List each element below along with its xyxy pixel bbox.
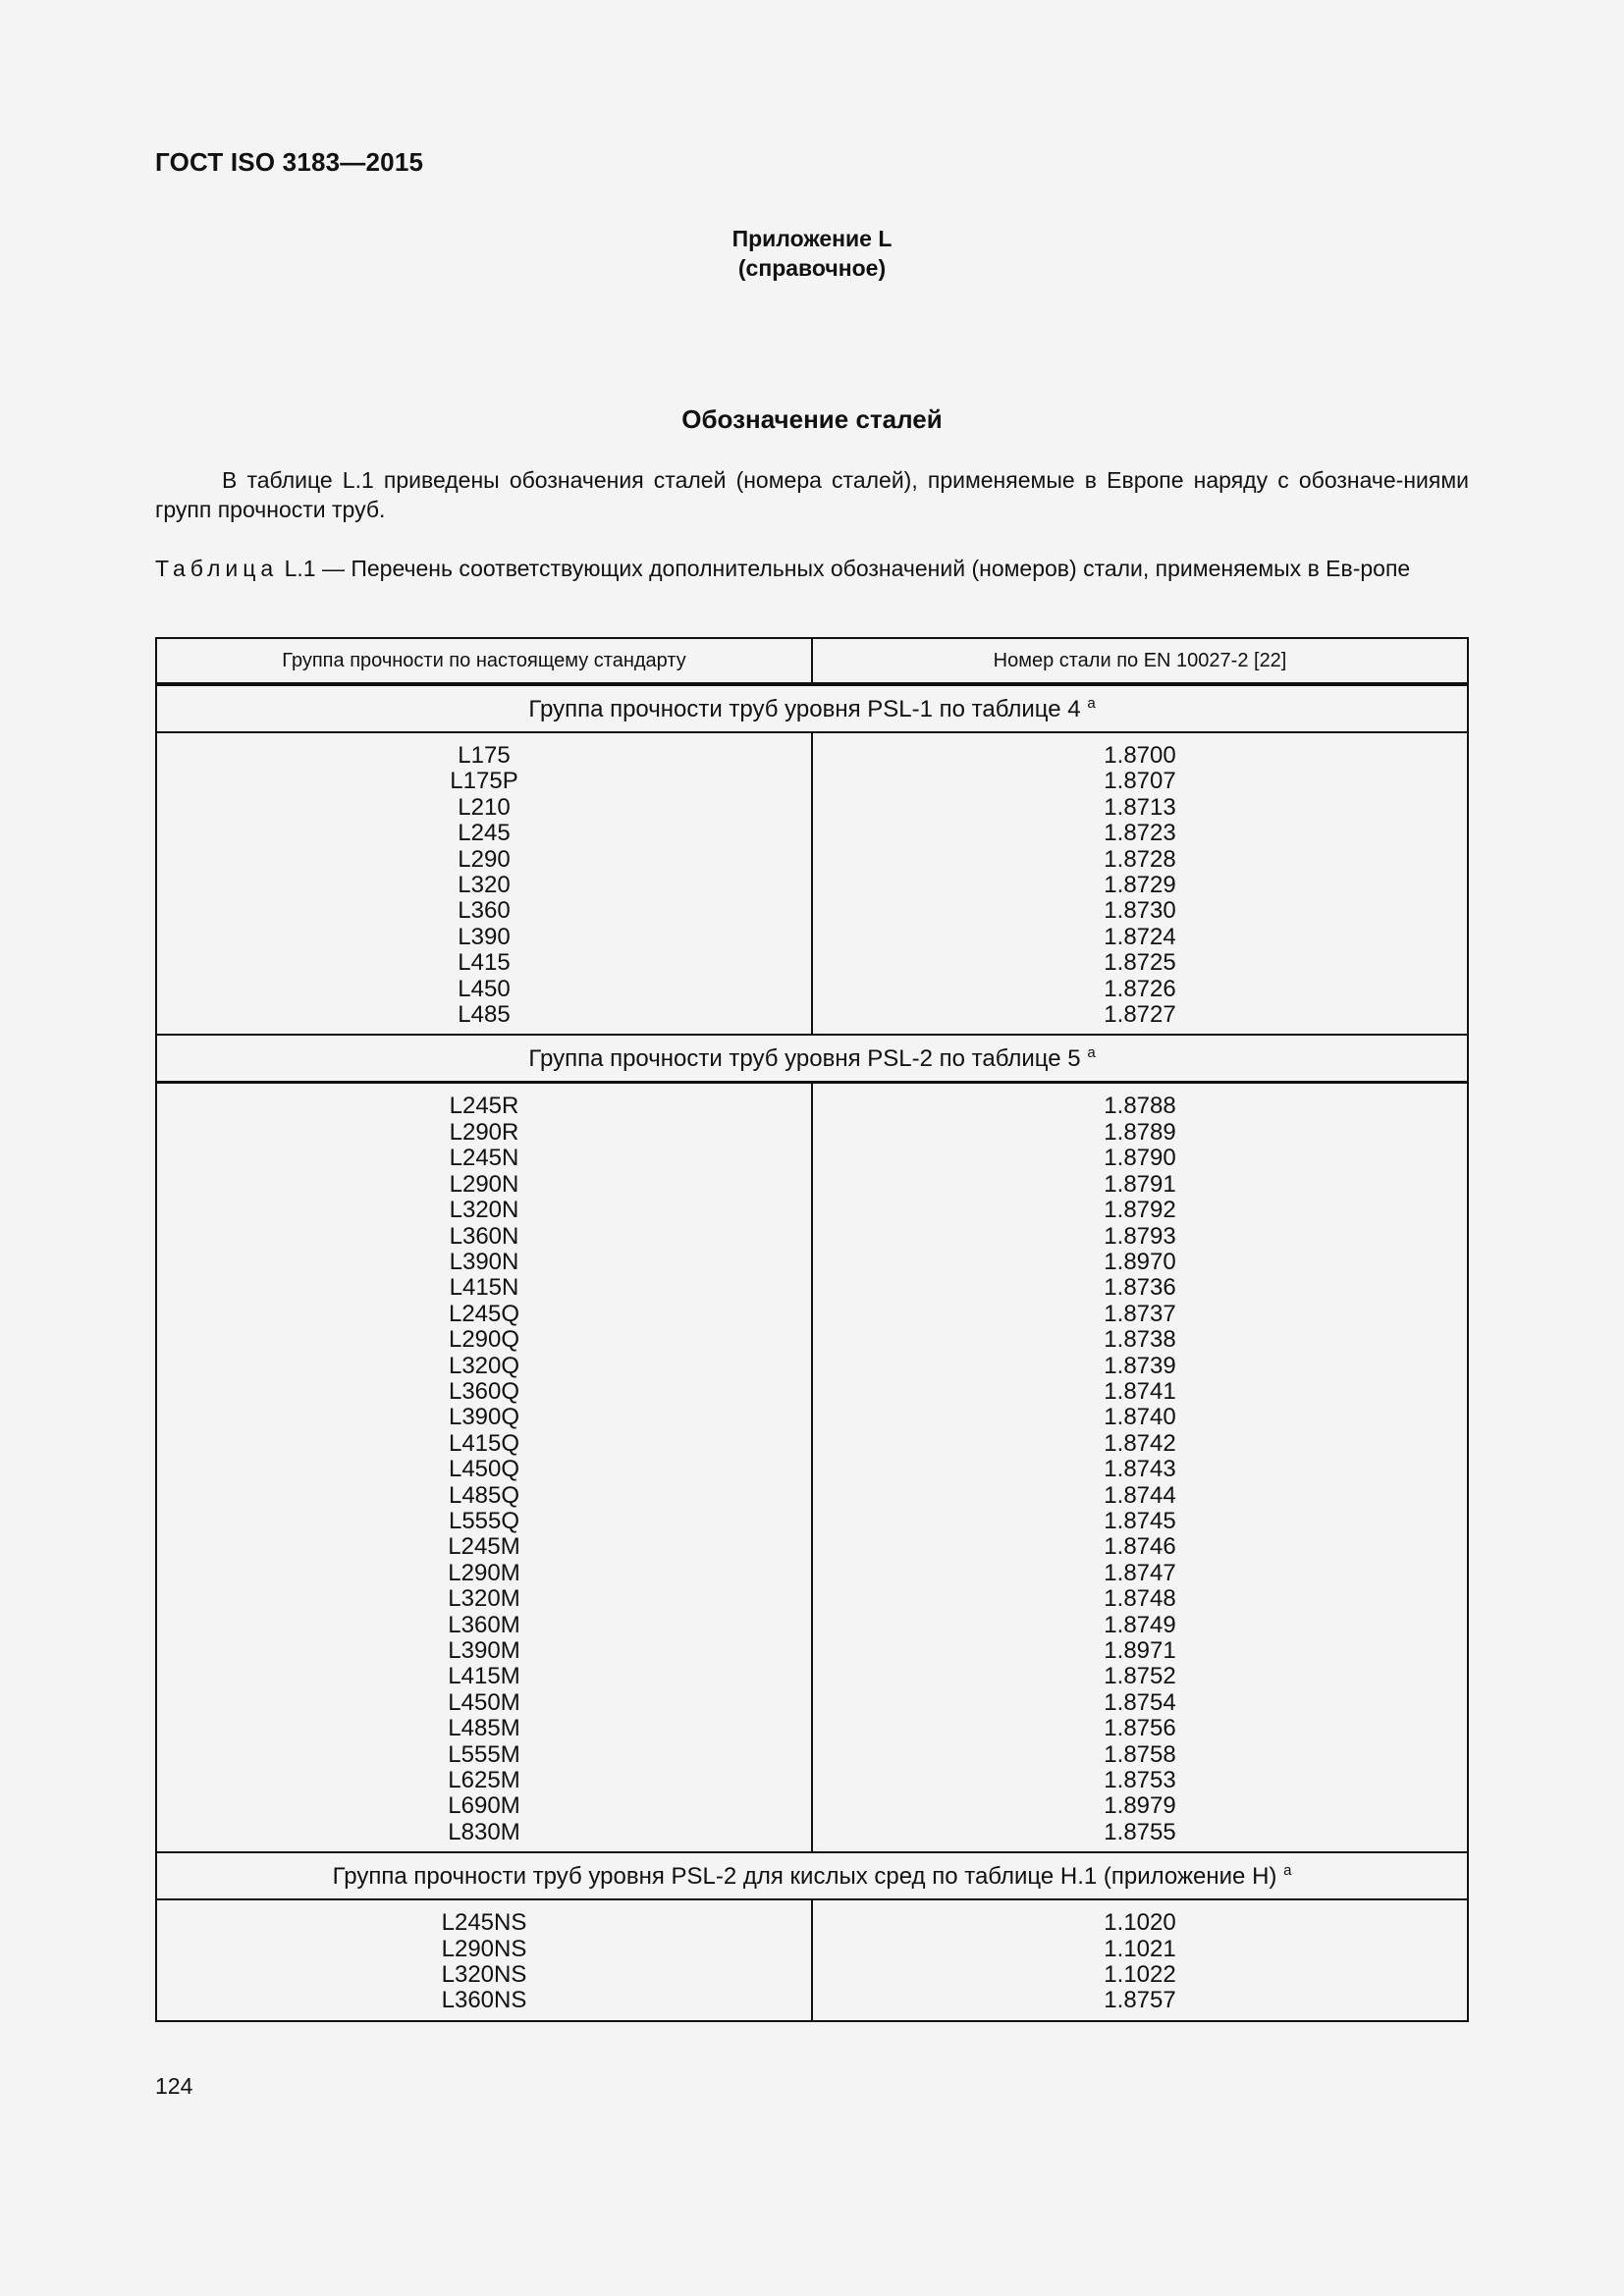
list-item: 1.8738 xyxy=(1104,1326,1176,1354)
group-title: Группа прочности труб уровня PSL-2 для кислых сред по таблице H.1 (приложение H) $^a$ xyxy=(156,1852,1468,1899)
group-title: Группа прочности труб уровня PSL-1 по таблице 4 $^a$ xyxy=(156,684,1468,732)
list-item: 1.8741 xyxy=(1104,1377,1176,1405)
list-item: 1.8979 xyxy=(1104,1792,1176,1820)
footnote-mark: a xyxy=(1283,1861,1292,1879)
list-item: 1.8970 xyxy=(1104,1248,1176,1275)
list-item: L450Q xyxy=(448,1456,520,1483)
list-item: 1.8793 xyxy=(1104,1222,1176,1250)
steel-designation-table xyxy=(155,637,1469,2022)
table-row xyxy=(156,732,1468,1035)
list-item: 1.8746 xyxy=(1104,1533,1176,1561)
list-item: 1.8724 xyxy=(1104,923,1176,950)
list-item: 1.8737 xyxy=(1104,1300,1176,1327)
list-item: L390M xyxy=(448,1637,520,1664)
section-title: Обозначение сталей xyxy=(681,404,943,434)
list-item: L320NS xyxy=(441,1961,527,1989)
list-item: L450 xyxy=(458,975,511,1002)
list-item: 1.8749 xyxy=(1104,1611,1176,1638)
list-item: 1.8728 xyxy=(1104,845,1176,873)
list-item: L360N xyxy=(449,1222,519,1250)
list-item: 1.8790 xyxy=(1104,1145,1176,1172)
list-item: 1.8730 xyxy=(1104,897,1176,925)
list-item: 1.8740 xyxy=(1104,1404,1176,1431)
list-item: 1.8792 xyxy=(1104,1197,1176,1224)
list-item: L485Q xyxy=(448,1481,520,1509)
list-item: L245Q xyxy=(448,1300,520,1327)
list-item: 1.8753 xyxy=(1104,1767,1176,1794)
list-item: 1.8744 xyxy=(1104,1481,1176,1509)
list-item: 1.1022 xyxy=(1104,1961,1176,1989)
list-item: 1.8723 xyxy=(1104,820,1176,847)
list-item: L320 xyxy=(458,872,511,899)
table-caption-text: L.1 — Перечень соответствующих дополнительных обозначений (номеров) стали, применяемых в Ев-ропе xyxy=(284,556,1411,581)
list-item: 1.8789 xyxy=(1104,1118,1176,1146)
list-item: L450M xyxy=(448,1688,520,1716)
list-item: L245 xyxy=(458,820,511,847)
list-item: L320M xyxy=(448,1585,520,1613)
list-item: L175P xyxy=(450,768,518,795)
list-item: 1.8713 xyxy=(1104,793,1176,821)
list-item: 1.8726 xyxy=(1104,975,1176,1002)
list-item: L245NS xyxy=(441,1909,527,1937)
table-caption xyxy=(155,554,1469,583)
group-title: Группа прочности труб уровня PSL-2 по таблице 5 $^a$ xyxy=(156,1035,1468,1083)
steel-number-list xyxy=(812,1083,1468,1852)
list-item: L415N xyxy=(449,1274,519,1302)
list-item: 1.8729 xyxy=(1104,872,1176,899)
list-item: 1.8752 xyxy=(1104,1663,1176,1690)
list-item: 1.8725 xyxy=(1104,949,1176,977)
footnote-mark: a xyxy=(1087,694,1096,712)
col-header-strength-group: Группа прочности по настоящему стандарту xyxy=(156,638,812,684)
list-item: L415 xyxy=(458,949,511,977)
list-item: 1.8739 xyxy=(1104,1352,1176,1379)
list-item: 1.8748 xyxy=(1104,1585,1176,1613)
list-item: L690M xyxy=(448,1792,520,1820)
list-item: 1.8756 xyxy=(1104,1715,1176,1742)
group-row-psl1 xyxy=(156,684,1468,732)
list-item: 1.8971 xyxy=(1104,1637,1176,1664)
list-item: 1.8747 xyxy=(1104,1559,1176,1586)
list-item: L485M xyxy=(448,1715,520,1742)
list-item: L555M xyxy=(448,1740,520,1768)
list-item: L290N xyxy=(449,1170,519,1198)
steel-number-list xyxy=(812,1899,1468,2021)
list-item: 1.8755 xyxy=(1104,1818,1176,1845)
list-item: L415Q xyxy=(448,1429,520,1457)
document-code: ГОСТ ISO 3183—2015 xyxy=(155,147,424,177)
table-header-row xyxy=(156,638,1468,684)
list-item: 1.1020 xyxy=(1104,1909,1176,1937)
list-item: L390N xyxy=(449,1248,519,1275)
list-item: L625M xyxy=(448,1767,520,1794)
list-item: L290R xyxy=(449,1118,519,1146)
list-item: L360NS xyxy=(441,1987,527,2014)
list-item: L390 xyxy=(458,923,511,950)
list-item: 1.8757 xyxy=(1104,1987,1176,2014)
footnote-mark: a xyxy=(1087,1043,1096,1061)
table-row xyxy=(156,1083,1468,1852)
list-item: 1.8788 xyxy=(1104,1093,1176,1120)
list-item: 1.1021 xyxy=(1104,1935,1176,1962)
list-item: L320Q xyxy=(448,1352,520,1379)
list-item: L485 xyxy=(458,1001,511,1029)
list-item: L290 xyxy=(458,845,511,873)
grade-list xyxy=(156,1083,812,1852)
list-item: L415M xyxy=(448,1663,520,1690)
group-row-psl2-sour xyxy=(156,1852,1468,1899)
table-row xyxy=(156,1899,1468,2021)
grade-list xyxy=(156,732,812,1035)
list-item: 1.8754 xyxy=(1104,1688,1176,1716)
list-item: L830M xyxy=(448,1818,520,1845)
list-item: L290NS xyxy=(441,1935,527,1962)
group-row-psl2 xyxy=(156,1035,1468,1083)
list-item: L360 xyxy=(458,897,511,925)
list-item: 1.8791 xyxy=(1104,1170,1176,1198)
table-caption-label: Таблица xyxy=(155,556,279,581)
list-item: L320N xyxy=(449,1197,519,1224)
list-item: 1.8727 xyxy=(1104,1001,1176,1029)
list-item: L290Q xyxy=(448,1326,520,1354)
page-number: 124 xyxy=(155,2073,193,2099)
list-item: 1.8758 xyxy=(1104,1740,1176,1768)
grade-list xyxy=(156,1899,812,2021)
list-item: 1.8700 xyxy=(1104,742,1176,769)
list-item: 1.8742 xyxy=(1104,1429,1176,1457)
list-item: 1.8707 xyxy=(1104,768,1176,795)
col-header-steel-number: Номер стали по EN 10027-2 [22] xyxy=(812,638,1468,684)
appendix-title: Приложение L xyxy=(731,226,893,251)
intro-paragraph xyxy=(155,465,1469,524)
appendix-type: (справочное) xyxy=(737,255,887,281)
steel-number-list xyxy=(812,732,1468,1035)
list-item: 1.8743 xyxy=(1104,1456,1176,1483)
list-item: 1.8736 xyxy=(1104,1274,1176,1302)
list-item: L245M xyxy=(448,1533,520,1561)
appendix-heading xyxy=(0,224,1624,283)
list-item: L245R xyxy=(449,1093,519,1120)
list-item: L390Q xyxy=(448,1404,520,1431)
list-item: L360M xyxy=(448,1611,520,1638)
list-item: L175 xyxy=(458,742,511,769)
list-item: L555Q xyxy=(448,1507,520,1534)
intro-text: В таблице L.1 приведены обозначения сталей (номера сталей), применяемые в Европе наряду с обозначе-ниями групп прочности труб. xyxy=(155,467,1469,522)
list-item: L245N xyxy=(449,1145,519,1172)
list-item: L360Q xyxy=(448,1377,520,1405)
list-item: 1.8745 xyxy=(1104,1507,1176,1534)
list-item: L290M xyxy=(448,1559,520,1586)
list-item: L210 xyxy=(458,793,511,821)
